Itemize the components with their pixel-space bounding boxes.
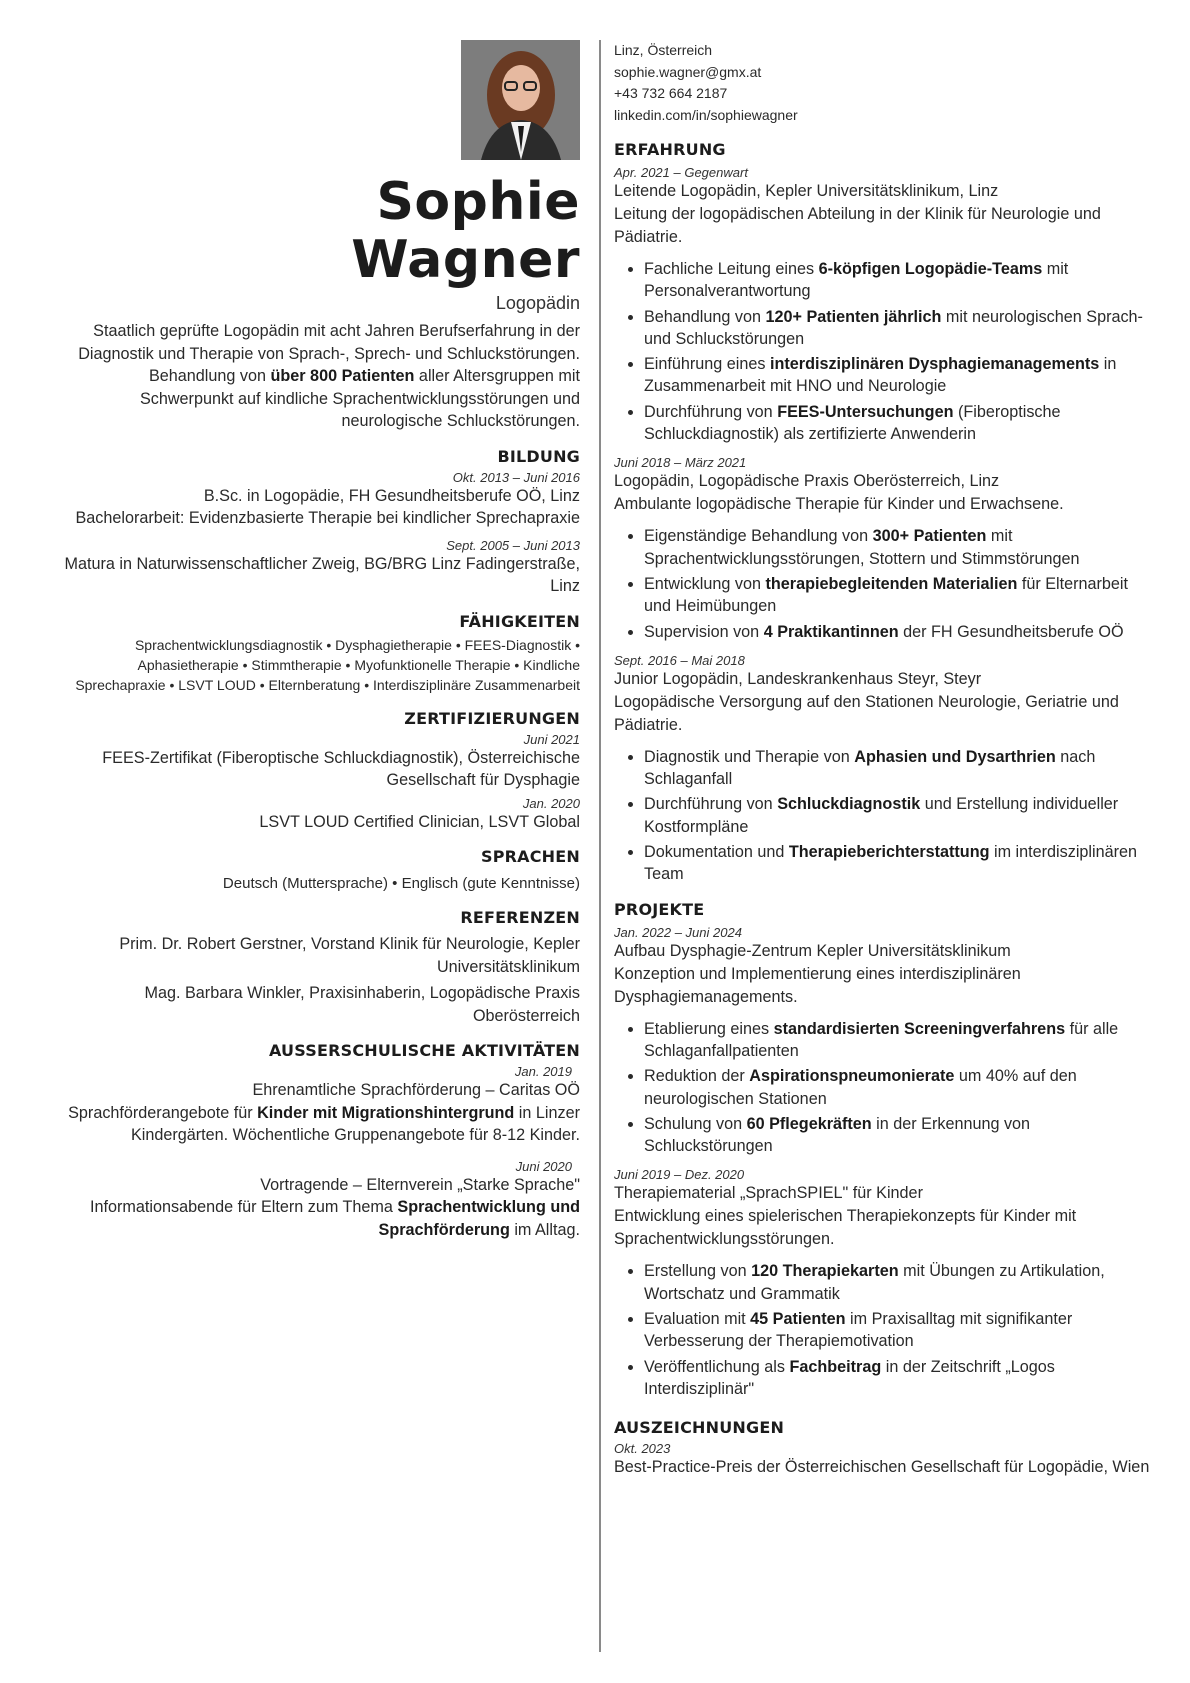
experience-entry (614, 653, 1154, 886)
activity-date: Juni 2020 (515, 1158, 572, 1174)
left-column (60, 40, 580, 1241)
contact-email[interactable]: sophie.wagner@gmx.at (614, 63, 762, 80)
references-heading: REFERENZEN (460, 908, 580, 927)
bullet-item: • Eigenständige Behandlung von 300+ Patienten mit Sprachentwicklungsstörungen, Stottern und Stimmstörungen (644, 525, 1154, 570)
certification-date: Juni 2021 (523, 731, 580, 747)
first-name: Sophie (376, 172, 580, 232)
education-thesis: Bachelorarbeit: Evidenzbasierte Therapie bei kindlicher Sprechapraxie (75, 509, 580, 527)
projects-heading: PROJEKTE (614, 899, 705, 919)
project-title: Therapiematerial „SprachSPIEL" für Kinder (614, 1184, 923, 1203)
contact-location: Linz, Österreich (614, 42, 713, 58)
bullet-item: • Behandlung von 120+ Patienten jährlich mit neurologischen Sprach- und Schluckstörungen (644, 306, 1154, 351)
award-title: Best-Practice-Preis der Österreichischen Gesellschaft für Logopädie, Wien (614, 1458, 1150, 1477)
certification-date: Jan. 2020 (522, 795, 580, 811)
experience-date: Apr. 2021 – Gegenwart (614, 165, 748, 180)
bullet-item: • Erstellung von 120 Therapiekarten mit Übungen zu Artikulation, Wortschatz und Grammatik (644, 1260, 1154, 1305)
project-title: Aufbau Dysphagie-Zentrum Kepler Universitätsklinikum (614, 941, 1011, 960)
project-date: Jan. 2022 – Juni 2024 (614, 924, 742, 940)
profile-summary: Staatlich geprüfte Logopädin mit acht Jahren Berufserfahrung in der Diagnostik und Therapie von Sprach-, Sprech- und Schluckstörungen. Behandlung von über 800 Patienten aller Altersgruppen mit Schwerpunkt auf kindliche Sprachentwicklungsstörungen und neurologische Schluckstörungen. (78, 322, 580, 430)
bullet-item: • Einführung eines interdisziplinären Dysphagiemanagements in Zusammenarbeit mit HNO und Neurologie (644, 353, 1154, 398)
bullet-item: • Supervision von 4 Praktikantinnen der FH Gesundheitsberufe OÖ (644, 621, 1154, 643)
project-description: Konzeption und Implementierung eines interdisziplinären Dysphagiemanagements. (614, 964, 1021, 1006)
reference-item: Prim. Dr. Robert Gerstner, Vorstand Klinik für Neurologie, Kepler Universitätsklinikum (119, 935, 580, 976)
contact-linkedin[interactable]: linkedin.com/in/sophiewagner (614, 106, 798, 123)
education-date: Okt. 2013 – Juni 2016 (452, 469, 580, 485)
bullet-item: • Durchführung von FEES-Untersuchungen (Fiberoptische Schluckdiagnostik) als zertifizierte Anwenderin (644, 401, 1154, 446)
activity-title: Ehrenamtliche Sprachförderung – Caritas OÖ (252, 1081, 580, 1099)
experience-heading: ERFAHRUNG (614, 140, 726, 159)
awards-heading: AUSZEICHNUNGEN (614, 1418, 785, 1438)
experience-date: Juni 2018 – März 2021 (614, 455, 747, 471)
activity-description: Informationsabende für Eltern zum Thema Sprachentwicklung und Sprachförderung im Alltag. (90, 1198, 580, 1239)
bullet-item: • Reduktion der Aspirationspneumonierate um 40% auf den neurologischen Stationen (644, 1065, 1154, 1110)
bullet-item: • Evaluation mit 45 Patienten im Praxisalltag mit signifikanter Verbesserung der Therapiemotivation (644, 1308, 1154, 1353)
bullet-item: • Diagnostik und Therapie von Aphasien und Dysarthrien nach Schlaganfall (644, 746, 1154, 791)
project-bullets (614, 1018, 1154, 1158)
bullet-item: • Etablierung eines standardisierten Screeningverfahrens für alle Schlaganfallpatienten (644, 1018, 1154, 1063)
experience-entry (614, 455, 1154, 642)
experience-bullets (614, 525, 1154, 642)
certification-title: LSVT LOUD Certified Clinician, LSVT Global (259, 812, 580, 831)
project-bullets (614, 1260, 1154, 1400)
certification-title: FEES-Zertifikat (Fiberoptische Schluckdiagnostik), Österreichische Gesellschaft für Dysphagie (102, 748, 580, 789)
bullet-item: • Entwicklung von therapiebegleitenden Materialien für Elternarbeit und Heimübungen (644, 573, 1154, 618)
bullet-item: • Dokumentation und Therapieberichterstattung im interdisziplinären Team (644, 841, 1154, 886)
project-date: Juni 2019 – Dez. 2020 (614, 1167, 745, 1183)
award-date: Okt. 2023 (614, 1441, 671, 1457)
activity-title: Vortragende – Elternverein „Starke Sprache" (260, 1175, 580, 1194)
contact-phone[interactable]: +43 732 664 2187 (614, 85, 728, 101)
education-degree: B.Sc. in Logopädie, FH Gesundheitsberufe OÖ, Linz (203, 486, 580, 505)
reference-item: Mag. Barbara Winkler, Praxisinhaberin, Logopädische Praxis Oberösterreich (144, 984, 580, 1025)
education-school: Matura in Naturwissenschaftlicher Zweig, BG/BRG Linz Fadingerstraße, Linz (64, 554, 580, 595)
column-divider (599, 40, 601, 1652)
job-title: Logopädin (495, 293, 580, 313)
experience-title: Logopädin, Logopädische Praxis Oberösterreich, Linz (614, 472, 1000, 491)
activity-description: Sprachförderangebote für Kinder mit Migrationshintergrund in Linzer Kindergärten. Wöchentliche Gruppenangebote für 8-12 Kinder. (68, 1103, 580, 1144)
bullet-item: • Schulung von 60 Pflegekräften in der Erkennung von Schluckstörungen (644, 1113, 1154, 1158)
languages-list: Deutsch (Muttersprache) • Englisch (gute Kenntnisse) (222, 875, 580, 892)
experience-description: Logopädische Versorgung auf den Stationen Neurologie, Geriatrie und Pädiatrie. (614, 692, 1119, 734)
project-entry (614, 1167, 1154, 1400)
experience-date: Sept. 2016 – Mai 2018 (614, 652, 745, 668)
activity-date: Jan. 2019 (514, 1064, 572, 1079)
last-name: Wagner (351, 230, 580, 290)
bullet-item: • Veröffentlichung als Fachbeitrag in der Zeitschrift „Logos Interdisziplinär" (644, 1356, 1154, 1401)
skills-list: Sprachentwicklungsdiagnostik • Dysphagietherapie • FEES-Diagnostik • Aphasietherapie • Stimmtherapie • Myofunktionelle Therapie • Kindliche Sprechapraxie • LSVT LOUD • Elternberatung • Interdisziplinäre Zusammenarbeit (75, 636, 580, 693)
education-date: Sept. 2005 – Juni 2013 (446, 537, 580, 553)
education-heading: BILDUNG (497, 446, 580, 466)
activities-heading: AUSSERSCHULISCHE AKTIVITÄTEN (268, 1041, 580, 1060)
experience-description: Ambulante logopädische Therapie für Kinder und Erwachsene. (614, 495, 1064, 514)
languages-heading: SPRACHEN (480, 847, 580, 866)
bullet-item: • Durchführung von Schluckdiagnostik und Erstellung individueller Kostformpläne (644, 793, 1154, 838)
experience-title: Junior Logopädin, Landeskrankenhaus Steyr, Steyr (614, 669, 982, 688)
experience-bullets (614, 258, 1154, 445)
experience-title: Leitende Logopädin, Kepler Universitätsklinikum, Linz (614, 182, 999, 200)
experience-entry (614, 165, 1154, 445)
bullet-item: • Fachliche Leitung eines 6-köpfigen Logopädie-Teams mit Personalverantwortung (644, 258, 1154, 303)
skills-heading: FÄHIGKEITEN (459, 611, 580, 631)
certifications-heading: ZERTIFIZIERUNGEN (404, 708, 580, 728)
experience-description: Leitung der logopädischen Abteilung in der Klinik für Neurologie und Pädiatrie. (614, 205, 1101, 246)
project-entry (614, 925, 1154, 1158)
experience-bullets (614, 746, 1154, 886)
project-description: Entwicklung eines spielerischen Therapiekonzepts für Kinder mit Sprachentwicklungsstörungen. (614, 1207, 1077, 1249)
right-column (614, 40, 1154, 1479)
candidate-name (60, 173, 580, 289)
